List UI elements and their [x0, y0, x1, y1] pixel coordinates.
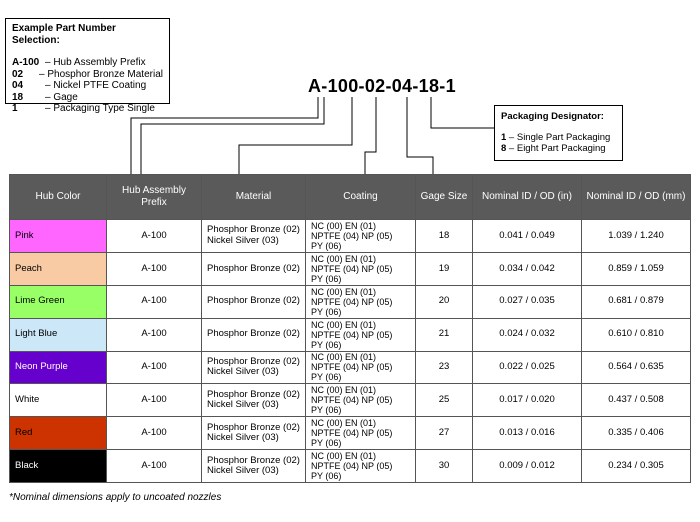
hub-color-cell: Neon Purple — [10, 351, 107, 384]
packaging-title: Packaging Designator: — [501, 111, 604, 122]
nominal-in-cell: 0.024 / 0.032 — [473, 318, 582, 351]
header-coating: Coating — [306, 175, 416, 220]
callout-line-prefix — [131, 97, 318, 174]
nominal-in-cell: 0.027 / 0.035 — [473, 285, 582, 318]
header-gage-size: Gage Size — [416, 175, 473, 220]
nominal-in-cell: 0.013 / 0.016 — [473, 417, 582, 450]
coating-cell: NC (00) EN (01) NPTFE (04) NP (05) PY (06) — [306, 318, 416, 351]
table-row — [10, 417, 691, 450]
gage-size-cell: 27 — [416, 417, 473, 450]
coating-cell: NC (00) EN (01) NPTFE (04) NP (05) PY (06) — [306, 450, 416, 483]
example-row: 18 – Gage — [12, 91, 78, 103]
hub-color-cell: Pink — [10, 220, 107, 253]
table-row — [10, 252, 691, 285]
material-cell: Phosphor Bronze (02) — [202, 318, 306, 351]
table-row — [10, 318, 691, 351]
table-row — [10, 220, 691, 253]
table-header-row — [10, 175, 691, 220]
nominal-in-cell: 0.017 / 0.020 — [473, 384, 582, 417]
callout-line-coating — [365, 97, 376, 174]
gage-size-cell: 30 — [416, 450, 473, 483]
nominal-in-cell: 0.009 / 0.012 — [473, 450, 582, 483]
coating-cell: NC (00) EN (01) NPTFE (04) NP (05) PY (06) — [306, 351, 416, 384]
example-row: A-100 – Hub Assembly Prefix — [12, 57, 146, 68]
example-row: 1 – Packaging Type Single — [12, 103, 155, 114]
hub-prefix-cell: A-100 — [107, 417, 202, 450]
callout-line-gage — [407, 97, 433, 174]
gage-size-cell: 23 — [416, 351, 473, 384]
material-cell: Phosphor Bronze (02) Nickel Silver (03) — [202, 220, 306, 253]
example-title: Example Part Number Selection: — [12, 23, 116, 46]
hub-prefix-cell: A-100 — [107, 384, 202, 417]
packaging-designator-box — [494, 105, 623, 161]
gage-size-cell: 20 — [416, 285, 473, 318]
hub-prefix-cell: A-100 — [107, 285, 202, 318]
hub-color-cell: Black — [10, 450, 107, 483]
nominal-mm-cell: 0.234 / 0.305 — [582, 450, 691, 483]
example-part-number: A-100-02-04-18-1 — [308, 76, 456, 96]
material-cell: Phosphor Bronze (02) Nickel Silver (03) — [202, 384, 306, 417]
nominal-mm-cell: 1.039 / 1.240 — [582, 220, 691, 253]
hub-spec-table — [9, 174, 691, 483]
material-cell: Phosphor Bronze (02) Nickel Silver (03) — [202, 351, 306, 384]
coating-cell: NC (00) EN (01) NPTFE (04) NP (05) PY (06) — [306, 417, 416, 450]
header-material: Material — [202, 175, 306, 220]
material-cell: Phosphor Bronze (02) — [202, 285, 306, 318]
example-row: 04 – Nickel PTFE Coating — [12, 80, 147, 91]
coating-cell: NC (00) EN (01) NPTFE (04) NP (05) PY (06) — [306, 252, 416, 285]
nominal-mm-cell: 0.681 / 0.879 — [582, 285, 691, 318]
material-cell: Phosphor Bronze (02) Nickel Silver (03) — [202, 417, 306, 450]
gage-size-cell: 18 — [416, 220, 473, 253]
header-hub-prefix: Hub Assembly Prefix — [107, 175, 202, 220]
coating-cell: NC (00) EN (01) NPTFE (04) NP (05) PY (06) — [306, 220, 416, 253]
hub-prefix-cell: A-100 — [107, 450, 202, 483]
callout-line-prefix — [141, 97, 324, 174]
nominal-mm-cell: 0.859 / 1.059 — [582, 252, 691, 285]
nominal-in-cell: 0.041 / 0.049 — [473, 220, 582, 253]
nominal-mm-cell: 0.437 / 0.508 — [582, 384, 691, 417]
gage-size-cell: 21 — [416, 318, 473, 351]
packaging-row: 1 – Single Part Packaging — [501, 131, 611, 143]
nominal-in-cell: 0.034 / 0.042 — [473, 252, 582, 285]
hub-prefix-cell: A-100 — [107, 220, 202, 253]
table-row — [10, 285, 691, 318]
nominal-in-cell: 0.022 / 0.025 — [473, 351, 582, 384]
footnote: *Nominal dimensions apply to uncoated nozzles — [9, 492, 222, 503]
coating-cell: NC (00) EN (01) NPTFE (04) NP (05) PY (06) — [306, 285, 416, 318]
nominal-mm-cell: 0.335 / 0.406 — [582, 417, 691, 450]
callout-line-material — [239, 97, 352, 174]
nominal-mm-cell: 0.610 / 0.810 — [582, 318, 691, 351]
gage-size-cell: 19 — [416, 252, 473, 285]
header-nominal-mm: Nominal ID / OD (mm) — [582, 175, 691, 220]
hub-color-cell: Red — [10, 417, 107, 450]
material-cell: Phosphor Bronze (02) — [202, 252, 306, 285]
packaging-row: 8 – Eight Part Packaging — [501, 143, 606, 154]
table-row — [10, 384, 691, 417]
hub-color-cell: Lime Green — [10, 285, 107, 318]
nominal-mm-cell: 0.564 / 0.635 — [582, 351, 691, 384]
example-row: 02 – Phosphor Bronze Material — [12, 68, 163, 80]
table-row — [10, 351, 691, 384]
table-row — [10, 450, 691, 483]
material-cell: Phosphor Bronze (02) Nickel Silver (03) — [202, 450, 306, 483]
hub-prefix-cell: A-100 — [107, 252, 202, 285]
hub-color-cell: Peach — [10, 252, 107, 285]
hub-color-cell: White — [10, 384, 107, 417]
header-hub-color: Hub Color — [10, 175, 107, 220]
gage-size-cell: 25 — [416, 384, 473, 417]
coating-cell: NC (00) EN (01) NPTFE (04) NP (05) PY (06) — [306, 384, 416, 417]
callout-line-packaging — [431, 97, 494, 128]
hub-prefix-cell: A-100 — [107, 351, 202, 384]
hub-prefix-cell: A-100 — [107, 318, 202, 351]
hub-color-cell: Light Blue — [10, 318, 107, 351]
header-nominal-in: Nominal ID / OD (in) — [473, 175, 582, 220]
